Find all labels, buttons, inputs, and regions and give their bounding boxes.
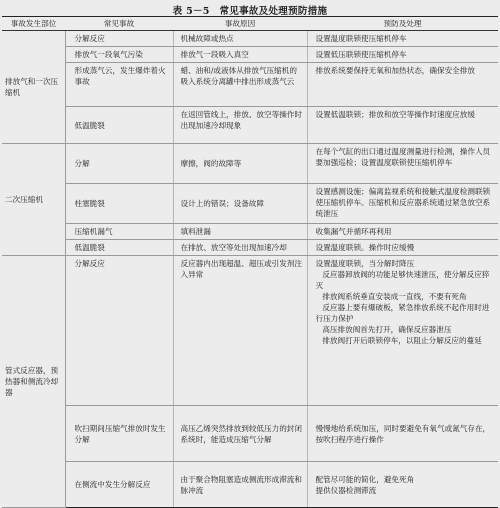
header-prevention: 预防及处理 — [307, 17, 498, 31]
cause-cell: 在返回管线上，排放、放空等操作时出现加速冷却现象 — [173, 107, 307, 144]
cause-cell: 蜡、油和/或液体从排放气压缩机的吸入系统分离罐中排出形成蒸气云 — [173, 63, 307, 107]
accident-cell: 低温脆裂 — [65, 107, 173, 144]
section-part: 二次压缩机 — [2, 144, 65, 256]
prevention-line: 慢慢地给系统加压，同时要避免有氧气或氮气存在，按吹扫程序进行操作 — [315, 423, 491, 444]
cause-cell: 摩擦，阀的故障等 — [173, 144, 307, 184]
prevention-line: 反应器上要有爆破板，紧急排放系统不起作用时进行压力保护 — [315, 303, 490, 323]
accident-cell: 分解反应 — [65, 256, 173, 406]
cause-cell: 由于聚合物阻塞造成侧流形成滞流和脉冲流 — [173, 462, 307, 508]
prevention-line: 设置温度联锁，当分解时降压 — [315, 259, 415, 268]
prevention-line: 排放阀打开后联锁停车，以阻止分解反应的蔓延 — [322, 336, 482, 345]
prevention-line: 高压排放阀首先打开，确保反应器泄压 — [322, 325, 452, 334]
prevention-line: 配管尽可能的简化，避免死角 — [315, 474, 415, 484]
table-row — [2, 144, 498, 184]
prevention-cell — [307, 224, 498, 240]
prevention-line: 在每个气缸的出口通过温度测量进行检测，操作人员要加强巡检；设置温度联锁使压缩机停车 — [315, 147, 491, 167]
prevention-cell — [307, 63, 498, 107]
table-title: 表 5－5 常见事故及处理预防措施 — [172, 6, 328, 17]
table-row — [2, 107, 498, 144]
prevention-line: 设置低压联锁使压缩机停车 — [315, 50, 407, 59]
prevention-cell — [307, 144, 498, 184]
cause-cell: 机械故障或热点 — [173, 31, 307, 47]
accident-cell: 分解反应 — [65, 31, 173, 47]
prevention-cell — [307, 256, 498, 406]
table-row — [2, 240, 498, 256]
table-row — [2, 31, 498, 47]
prevention-cell — [307, 31, 498, 47]
prevention-line: 反应器卸放阀的功能足够快速泄压，使分解反应猝灭 — [315, 270, 490, 290]
prevention-line: 设置温度联锁。操作时应缓慢 — [315, 243, 415, 252]
table-row — [2, 47, 498, 63]
prevention-cell — [307, 107, 498, 144]
prevention-cell — [307, 47, 498, 63]
prevention-cell — [307, 240, 498, 256]
table-row — [2, 256, 498, 406]
accident-cell: 在侧流中发生分解反应 — [65, 462, 173, 508]
header-part: 事故发生部位 — [2, 17, 65, 31]
prevention-line: 设置低温联锁；排放和放空等操作时速度应放缓 — [315, 110, 475, 119]
table-row — [2, 63, 498, 107]
header-accident: 常见事故 — [65, 17, 173, 31]
prevention-line: 排放系统要保持无氧和加热状态，确保安全排放 — [315, 66, 475, 75]
cause-cell: 设计上的错误；设备故障 — [173, 184, 307, 224]
accident-cell: 分解 — [65, 144, 173, 184]
accident-cell: 形成蒸气云，发生爆炸着火事故 — [65, 63, 173, 107]
header-cause: 事故原因 — [173, 17, 307, 31]
table-row — [2, 462, 498, 508]
cause-cell: 在排放、放空等处出现加速冷却 — [173, 240, 307, 256]
table-row — [2, 184, 498, 224]
prevention-line: 排放阀系统垂直安装成一直线，不要有死角 — [322, 292, 467, 301]
accident-cell: 排放气一段氧气污染 — [65, 47, 173, 63]
table-row — [2, 406, 498, 462]
accident-table — [2, 16, 498, 508]
table-row — [2, 224, 498, 240]
cause-cell: 高压乙烯突然排放到较低压力的封闭系统时，能造成压缩气分解 — [173, 406, 307, 462]
prevention-cell — [307, 184, 498, 224]
prevention-line: 设置温度联锁使压缩机停车 — [315, 34, 407, 43]
prevention-cell — [307, 406, 498, 462]
accident-cell: 低温脆裂 — [65, 240, 173, 256]
section-part: 排放气和一次压缩机 — [2, 31, 65, 144]
accident-cell: 压缩机漏气 — [65, 224, 173, 240]
cause-cell: 反应器内出现超温、超压或引发剂注入异常 — [173, 256, 307, 406]
prevention-line: 设置感测设施；偏离监视系统和接触式温度检测联锁使压缩机停车。压缩机和反应器系统通过紧急放空系统泄压 — [315, 187, 491, 218]
prevention-line: 收集漏气并循环再利用 — [315, 227, 392, 236]
accident-cell: 吹扫期间压缩气排放时发生分解 — [65, 406, 173, 462]
header-row — [2, 17, 498, 31]
prevention-line: 提供仪器检测滞流 — [315, 485, 377, 495]
cause-cell: 排放气一段吸入真空 — [173, 47, 307, 63]
accident-cell: 柱塞脆裂 — [65, 184, 173, 224]
prevention-cell — [307, 462, 498, 508]
cause-cell: 填料泄漏 — [173, 224, 307, 240]
section-part: 管式反应器，预热器和侧流冷却器 — [2, 256, 65, 508]
